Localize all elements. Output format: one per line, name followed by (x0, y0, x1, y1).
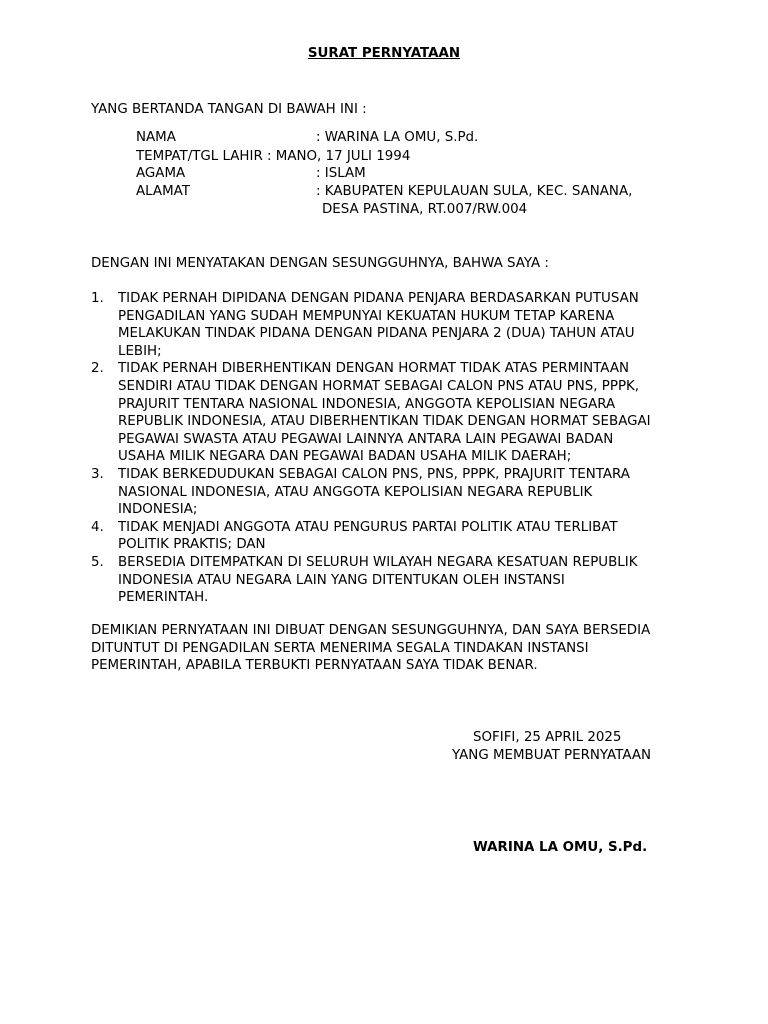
list-item-line: TIDAK PERNAH DIBERHENTIKAN DENGAN HORMAT TIDAK ATAS PERMINTAAN (118, 361, 630, 377)
list-item-line: USAHA MILIK NEGARA DAN PEGAWAI BADAN USAHA MILIK DAERAH; (118, 449, 572, 465)
list-item-line: TIDAK MENJADI ANGGOTA ATAU PENGURUS PARTAI POLITIK ATAU TERLIBAT (118, 519, 618, 535)
closing-line: DEMIKIAN PERNYATAAN INI DIBUAT DENGAN SESUNGGUHNYA, DAN SAYA BERSEDIA (91, 623, 651, 638)
list-item-number: 2. (91, 361, 104, 377)
statement-text: DENGAN INI MENYATAKAN DENGAN SESUNGGUHNYA, BAHWA SAYA : (91, 256, 549, 271)
list-item-line: NASIONAL INDONESIA, ATAU ANGGOTA KEPOLISIAN NEGARA REPUBLIK (118, 484, 593, 500)
list-item-line: PRAJURIT TENTARA NASIONAL INDONESIA, ANGGOTA KEPOLISIAN NEGARA (118, 396, 616, 412)
nama-value: : WARINA LA OMU, S.Pd. (316, 130, 479, 145)
place-date: SOFIFI, 25 APRIL 2025 (473, 730, 622, 745)
list-item-line: PENGADILAN YANG SUDAH MEMPUNYAI KEKUATAN HUKUM TETAP KARENA (118, 308, 615, 324)
list-item-number: 1. (91, 291, 104, 306)
alamat-value-line2: DESA PASTINA, RT.007/RW.004 (322, 202, 528, 217)
alamat-label: ALAMAT (136, 184, 190, 199)
agama-label: AGAMA (136, 166, 186, 181)
list-item-line: POLITIK PRAKTIS; DAN (118, 537, 266, 553)
list-item-line: PEMERINTAH. (118, 590, 209, 606)
list-item-line: LEBIH; (118, 343, 162, 359)
list-item-number: 5. (91, 554, 104, 570)
document-title: SURAT PERNYATAAN (307, 46, 461, 61)
list-item-number: 3. (91, 466, 104, 482)
ttl-field: TEMPAT/TGL LAHIR : MANO, 17 JULI 1994 (136, 149, 411, 164)
list-item (91, 466, 681, 519)
closing-paragraph (91, 622, 691, 675)
list-item-line: INDONESIA ATAU NEGARA LAIN YANG DITENTUKAN OLEH INSTANSI (118, 572, 565, 588)
list-item-line: INDONESIA; (118, 502, 198, 518)
list-item-line: REPUBLIK INDONESIA, ATAU DIBERHENTIKAN TIDAK DENGAN HORMAT SEBAGAI (118, 414, 651, 430)
statement-list (91, 290, 681, 607)
list-item-line: PEGAWAI SWASTA ATAU PEGAWAI LAINNYA ANTARA LAIN PEGAWAI BADAN (118, 431, 614, 447)
list-item (91, 290, 681, 360)
list-item-line: MELAKUKAN TINDAK PIDANA DENGAN PIDANA PENJARA 2 (DUA) TAHUN ATAU (118, 326, 635, 342)
list-item-line: BERSEDIA DITEMPATKAN DI SELURUH WILAYAH NEGARA KESATUAN REPUBLIK (118, 554, 638, 570)
list-item-number: 4. (91, 519, 104, 535)
agama-value: : ISLAM (316, 166, 366, 181)
closing-line: DITUNTUT DI PENGADILAN SERTA MENERIMA SEGALA TINDAKAN INSTANSI (91, 640, 589, 656)
list-item-line: SENDIRI ATAU TIDAK DENGAN HORMAT SEBAGAI CALON PNS ATAU PNS, PPPK, (118, 378, 640, 394)
alamat-value-line1: : KABUPATEN KEPULAUAN SULA, KEC. SANANA, (316, 184, 633, 199)
intro-text: YANG BERTANDA TANGAN DI BAWAH INI : (91, 102, 367, 117)
list-item (91, 519, 681, 554)
list-item-line: TIDAK PERNAH DIPIDANA DENGAN PIDANA PENJARA BERDASARKAN PUTUSAN (118, 291, 639, 306)
maker-label: YANG MEMBUAT PERNYATAAN (452, 748, 652, 763)
closing-line: PEMERINTAH, APABILA TERBUKTI PERNYATAAN SAYA TIDAK BENAR. (91, 658, 538, 674)
list-item-line: TIDAK BERKEDUDUKAN SEBAGAI CALON PNS, PNS, PPPK, PRAJURIT TENTARA (118, 466, 630, 482)
list-item (91, 554, 681, 607)
signer-name: WARINA LA OMU, S.Pd. (473, 840, 648, 855)
nama-label: NAMA (136, 130, 176, 145)
list-item (91, 360, 681, 466)
